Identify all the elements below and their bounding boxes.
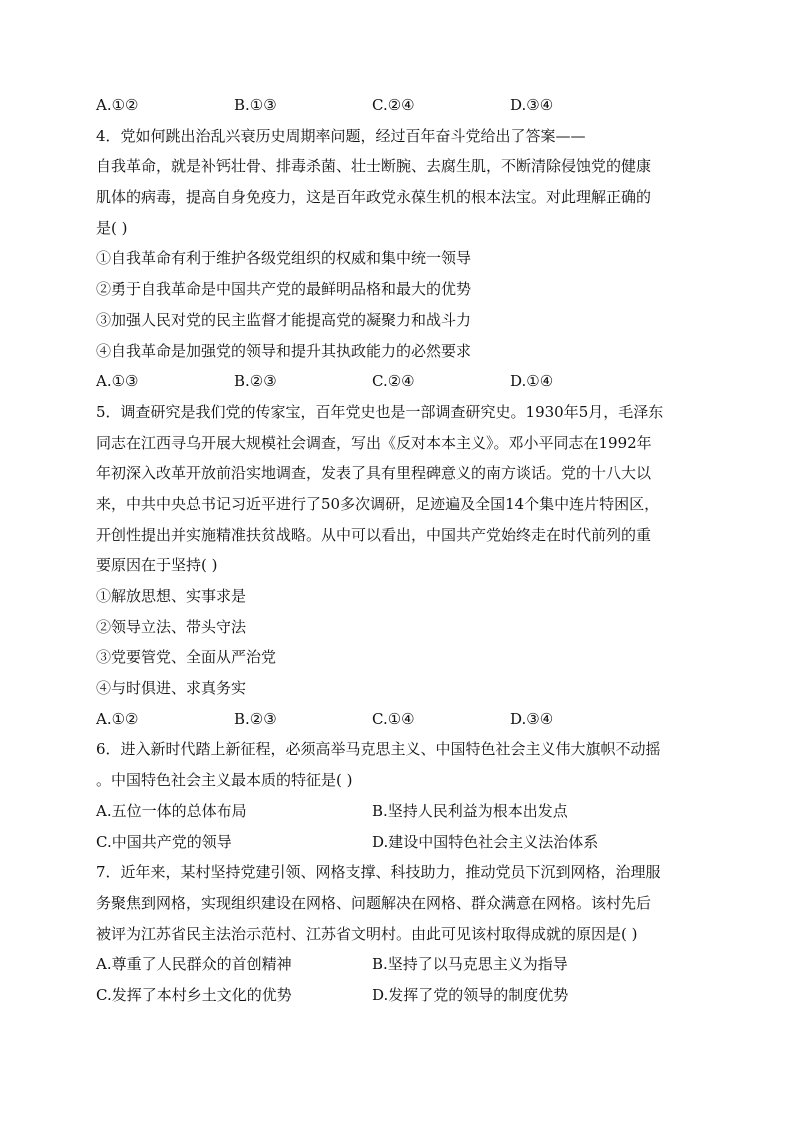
- q5-item: ①解放思想、实事求是: [96, 587, 247, 605]
- q4-stem-line: 肌体的病毒，提高自身免疫力，这是百年政党永葆生机的根本法宝。对此理解正确的: [96, 188, 652, 207]
- q6-options-row-1: [96, 796, 701, 827]
- q4-item: ②勇于自我革命是中国共产党的最鲜明品格和最大的优势: [96, 280, 472, 299]
- exam-page: [96, 90, 701, 1011]
- q4-item: ①自我革命有利于维护各级党组织的权威和集中统一领导: [96, 249, 472, 268]
- q6-option-d: D.建设中国特色社会主义法治体系: [372, 832, 599, 851]
- question-5: [96, 397, 701, 735]
- q5-stem-line: 5．调查研究是我们党的传家宝，百年党史也是一部调查研究史。1930年5月，毛泽东: [96, 402, 664, 421]
- q6-option-b: B.坚持人民利益为根本出发点: [372, 801, 568, 820]
- q5-stem-line: 开创性提出并实施精准扶贫战略。从中可以看出，中国共产党始终走在时代前列的重: [96, 525, 652, 544]
- q7-stem-line: 被评为江苏省民主法治示范村、江苏省文明村。由此可见该村取得成就的原因是( ): [96, 924, 638, 943]
- q4-option-d: D.①④: [510, 372, 554, 391]
- q4-stem-line: 4．党如何跳出治乱兴衰历史周期率问题，经过百年奋斗党给出了答案——: [96, 126, 586, 145]
- q6-options-row-2: [96, 827, 701, 858]
- q6-option-c: C.中国共产党的领导: [96, 832, 232, 851]
- q5-option-c: C.①④: [372, 709, 415, 728]
- q5-options: [96, 704, 701, 735]
- q4-option-b: B.②③: [234, 372, 277, 391]
- q6-option-a: A.五位一体的总体布局: [96, 801, 247, 820]
- q5-item: ②领导立法、带头守法: [96, 617, 247, 636]
- q7-stem-line: 务聚焦到网格，实现组织建设在网格、问题解决在网格、群众满意在网格。该村先后: [96, 893, 652, 912]
- q7-option-d: D.发挥了党的领导的制度优势: [372, 985, 569, 1004]
- q4-item: ③加强人民对党的民主监督才能提高党的凝聚力和战斗力: [96, 310, 472, 329]
- q6-stem-line: 。中国特色社会主义最本质的特征是( ): [96, 771, 353, 790]
- q3-option-b: B.①③: [234, 96, 277, 114]
- q4-stem-line: 自我革命，就是补钙壮骨、排毒杀菌、壮士断腕、去腐生肌，不断清除侵蚀党的健康: [96, 157, 652, 176]
- question-4: [96, 121, 701, 397]
- q4-options: [96, 366, 701, 397]
- q5-option-a: A.①②: [96, 709, 139, 728]
- q3-option-a: A.①②: [96, 96, 139, 114]
- q7-option-a: A.尊重了人民群众的首创精神: [96, 955, 292, 974]
- q3-option-c: C.②④: [372, 96, 415, 114]
- q4-stem-line: 是( ): [96, 218, 128, 237]
- q3-options: [96, 90, 701, 121]
- q4-item: ④自我革命是加强党的领导和提升其执政能力的必然要求: [96, 341, 472, 360]
- q7-option-b: B.坚持了以马克思主义为指导: [372, 955, 568, 974]
- q7-option-c: C.发挥了本村乡土文化的优势: [96, 985, 292, 1004]
- q3-option-d: D.③④: [510, 96, 554, 114]
- q4-option-a: A.①③: [96, 372, 139, 391]
- q5-stem-line: 要原因在于坚持( ): [96, 556, 218, 575]
- q4-option-c: C.②④: [372, 372, 415, 391]
- q6-stem-line: 6．进入新时代踏上新征程，必须高举马克思主义、中国特色社会主义伟大旗帜不动摇: [96, 740, 661, 759]
- q5-item: ③党要管党、全面从严治党: [96, 648, 277, 667]
- q7-options-row-2: [96, 980, 701, 1011]
- question-6: [96, 734, 701, 857]
- q5-option-d: D.③④: [510, 709, 554, 728]
- q7-options-row-1: [96, 949, 701, 980]
- question-7: [96, 857, 701, 1010]
- q5-option-b: B.②③: [234, 709, 277, 728]
- q5-stem-line: 同志在江西寻乌开展大规模社会调查，写出《反对本本主义》。邓小平同志在1992年: [96, 433, 652, 452]
- q5-stem-line: 来，中共中央总书记习近平进行了50多次调研，足迹遍及全国14个集中连片特困区，: [96, 494, 660, 513]
- q5-item: ④与时俱进、求真务实: [96, 679, 247, 698]
- q7-stem-line: 7．近年来，某村坚持党建引领、网格支撑、科技助力，推动党员下沉到网格，治理服: [96, 863, 661, 882]
- q5-stem-line: 年初深入改革开放前沿实地调查，发表了具有里程碑意义的南方谈话。党的十八大以: [96, 464, 652, 483]
